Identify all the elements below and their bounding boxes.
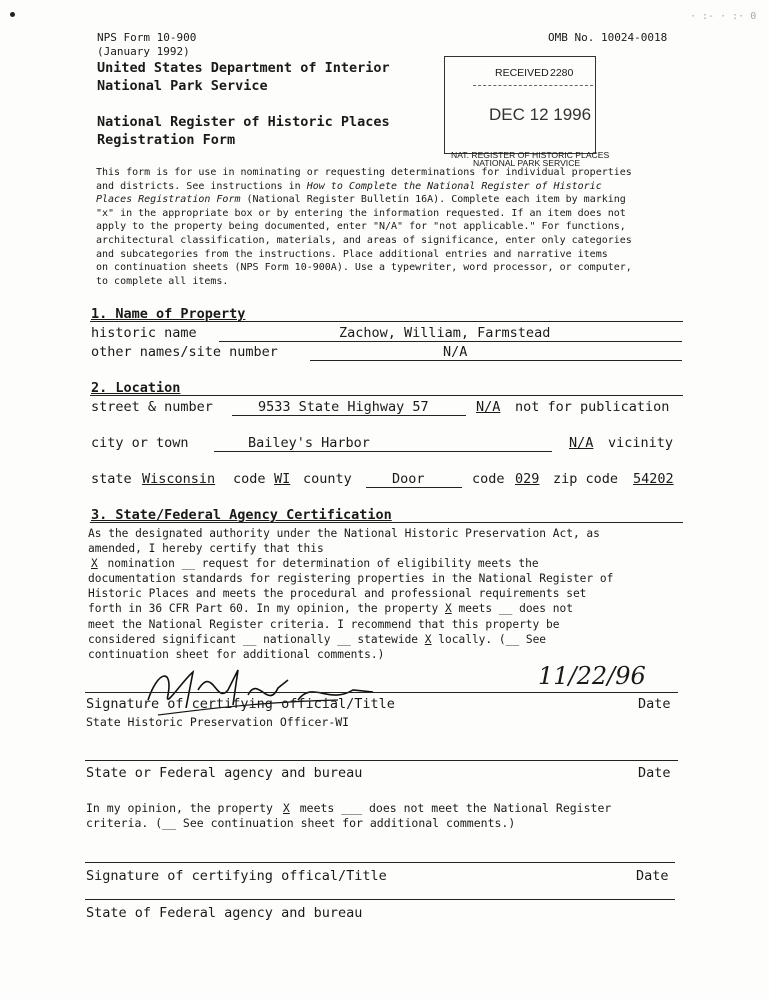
agency2-label: State of Federal agency and bureau [86, 905, 363, 921]
cert-line: considered significant __ nationally __ statewide X locally. (__ See [88, 632, 547, 646]
opinion-line2: criteria. (__ See continuation sheet for additional comments.) [86, 816, 516, 830]
form-title-line2: Registration Form [97, 132, 236, 148]
stamp-rule [473, 85, 593, 86]
state-code-value[interactable]: WI [274, 471, 291, 487]
omb-number: OMB No. 10024-0018 [548, 31, 668, 44]
form-title-line1: National Register of Historic Places [97, 114, 390, 130]
binder-dot [10, 12, 15, 17]
stamp-footer-line1: NAT. REGISTER OF HISTORIC PLACES [451, 150, 610, 160]
stamp-date: DEC 12 1996 [489, 105, 592, 124]
agency-label: State or Federal agency and bureau [86, 765, 363, 781]
county-code-label: code [472, 471, 505, 487]
instructions-title-ref: How to Complete the National Register of Historic [306, 180, 602, 192]
vicinity-value[interactable]: N/A [569, 435, 594, 451]
city-value: Bailey's Harbor [248, 435, 370, 451]
form-date: (January 1992) [97, 45, 190, 58]
county-field[interactable] [366, 471, 462, 488]
section2-rule [90, 395, 683, 396]
instructions-line: and districts. See instructions in How to Complete the National Register of Historic [96, 180, 602, 192]
opinion-meets-checkbox[interactable]: X [282, 801, 290, 815]
service-name: National Park Service [97, 78, 268, 94]
meets-checkbox[interactable]: X [444, 602, 452, 616]
instructions-paragraph [96, 166, 696, 288]
city-field[interactable] [214, 435, 552, 452]
cert-line: meet the National Register criteria. I recommend that this property be [88, 617, 560, 631]
form-number: NPS Form 10-900 [97, 31, 197, 44]
other-names-field[interactable] [310, 344, 682, 361]
state-code-label: code [233, 471, 266, 487]
cert-line: documentation standards for registering properties in the National Register of [88, 572, 614, 586]
instructions-title-ref: Places Registration Form [96, 194, 241, 206]
instructions-line: architectural classification, materials, and areas of significance, enter only categories [96, 234, 632, 246]
signature2-rule [85, 862, 675, 863]
instructions-line: Places Registration Form (National Register Bulletin 16A). Complete each item by marking [96, 194, 626, 206]
section2-heading: 2. Location [91, 380, 181, 396]
instructions-line: This form is for use in nominating or requesting determinations for individual properties [96, 167, 632, 178]
instructions-line: to complete all items. [96, 275, 229, 287]
opinion-line1: In my opinion, the property X meets ___ does not meet the National Register [86, 801, 612, 815]
stamp-received-label: RECEIVED [495, 67, 549, 79]
street-value: 9533 State Highway 57 [258, 399, 429, 415]
vicinity-label: vicinity [608, 435, 674, 451]
zip-label: zip code [553, 471, 619, 487]
agency-date-label: Date [638, 765, 671, 781]
department-name: United States Department of Interior [97, 60, 390, 76]
historic-name-field[interactable] [219, 325, 682, 342]
county-value: Door [392, 471, 425, 487]
received-stamp [444, 56, 596, 154]
signature2-date-label: Date [636, 868, 669, 884]
cert-line: forth in 36 CFR Part 60. In my opinion, the property X meets __ does not [88, 602, 573, 616]
locally-checkbox[interactable]: X [424, 632, 432, 646]
section3-rule [90, 522, 683, 523]
historic-name-label: historic name [91, 325, 197, 341]
cert-line: amended, I hereby certify that this [88, 542, 324, 556]
zip-value[interactable]: 54202 [633, 471, 674, 487]
other-names-label: other names/site number [91, 344, 278, 360]
city-label: city or town [91, 435, 189, 451]
not-for-publication-value[interactable]: N/A [476, 399, 501, 415]
cert-line: continuation sheet for additional comments.) [88, 647, 385, 661]
signature-label: Signature of certifying official/Title [86, 696, 395, 712]
historic-name-value: Zachow, William, Farmstead [339, 325, 551, 341]
street-field[interactable] [232, 399, 466, 416]
stamp-received-number: 2280 [550, 67, 574, 79]
stamp-footer-line2: NATIONAL PARK SERVICE [473, 158, 581, 168]
instructions-line: on continuation sheets (NPS Form 10-900A). Use a typewriter, word processor, or computer, [96, 262, 632, 274]
not-for-publication-label: not for publication [515, 399, 670, 415]
instructions-line: "x" in the appropriate box or by entering the information requested. If an item does not [96, 207, 626, 219]
instructions-line: and subcategories from the instructions. Place additional entries and narrative items [96, 248, 608, 260]
state-label: state [91, 471, 132, 487]
cert-line: As the designated authority under the National Historic Preservation Act, as [88, 527, 600, 540]
corner-mark: · :- · :· 0 [690, 11, 757, 22]
county-code-value[interactable]: 029 [515, 471, 540, 487]
county-label: county [303, 471, 352, 487]
date-label: Date [638, 696, 671, 712]
agency2-rule [85, 899, 675, 900]
state-value[interactable]: Wisconsin [142, 471, 216, 487]
official-title: State Historic Preservation Officer-WI [86, 715, 350, 729]
nomination-checkbox[interactable]: X [91, 557, 98, 571]
certification-paragraph [88, 526, 688, 662]
section3-heading: 3. State/Federal Agency Certification [91, 507, 392, 523]
street-label: street & number [91, 399, 213, 415]
signature2-label: Signature of certifying offical/Title [86, 868, 387, 884]
section1-rule [90, 321, 683, 322]
instructions-line: apply to the property being documented, enter "N/A" for "not applicable." For functions, [96, 221, 626, 233]
cert-line: X nomination __ request for determination of eligibility meets the [88, 556, 688, 571]
cert-line: Historic Places and meets the procedural and professional requirements set [88, 587, 587, 601]
handwritten-date: 11/22/96 [538, 662, 646, 690]
other-names-value: N/A [443, 344, 468, 360]
signature-rule [85, 692, 678, 693]
agency-rule [85, 760, 678, 761]
section1-heading: 1. Name of Property [91, 306, 246, 322]
